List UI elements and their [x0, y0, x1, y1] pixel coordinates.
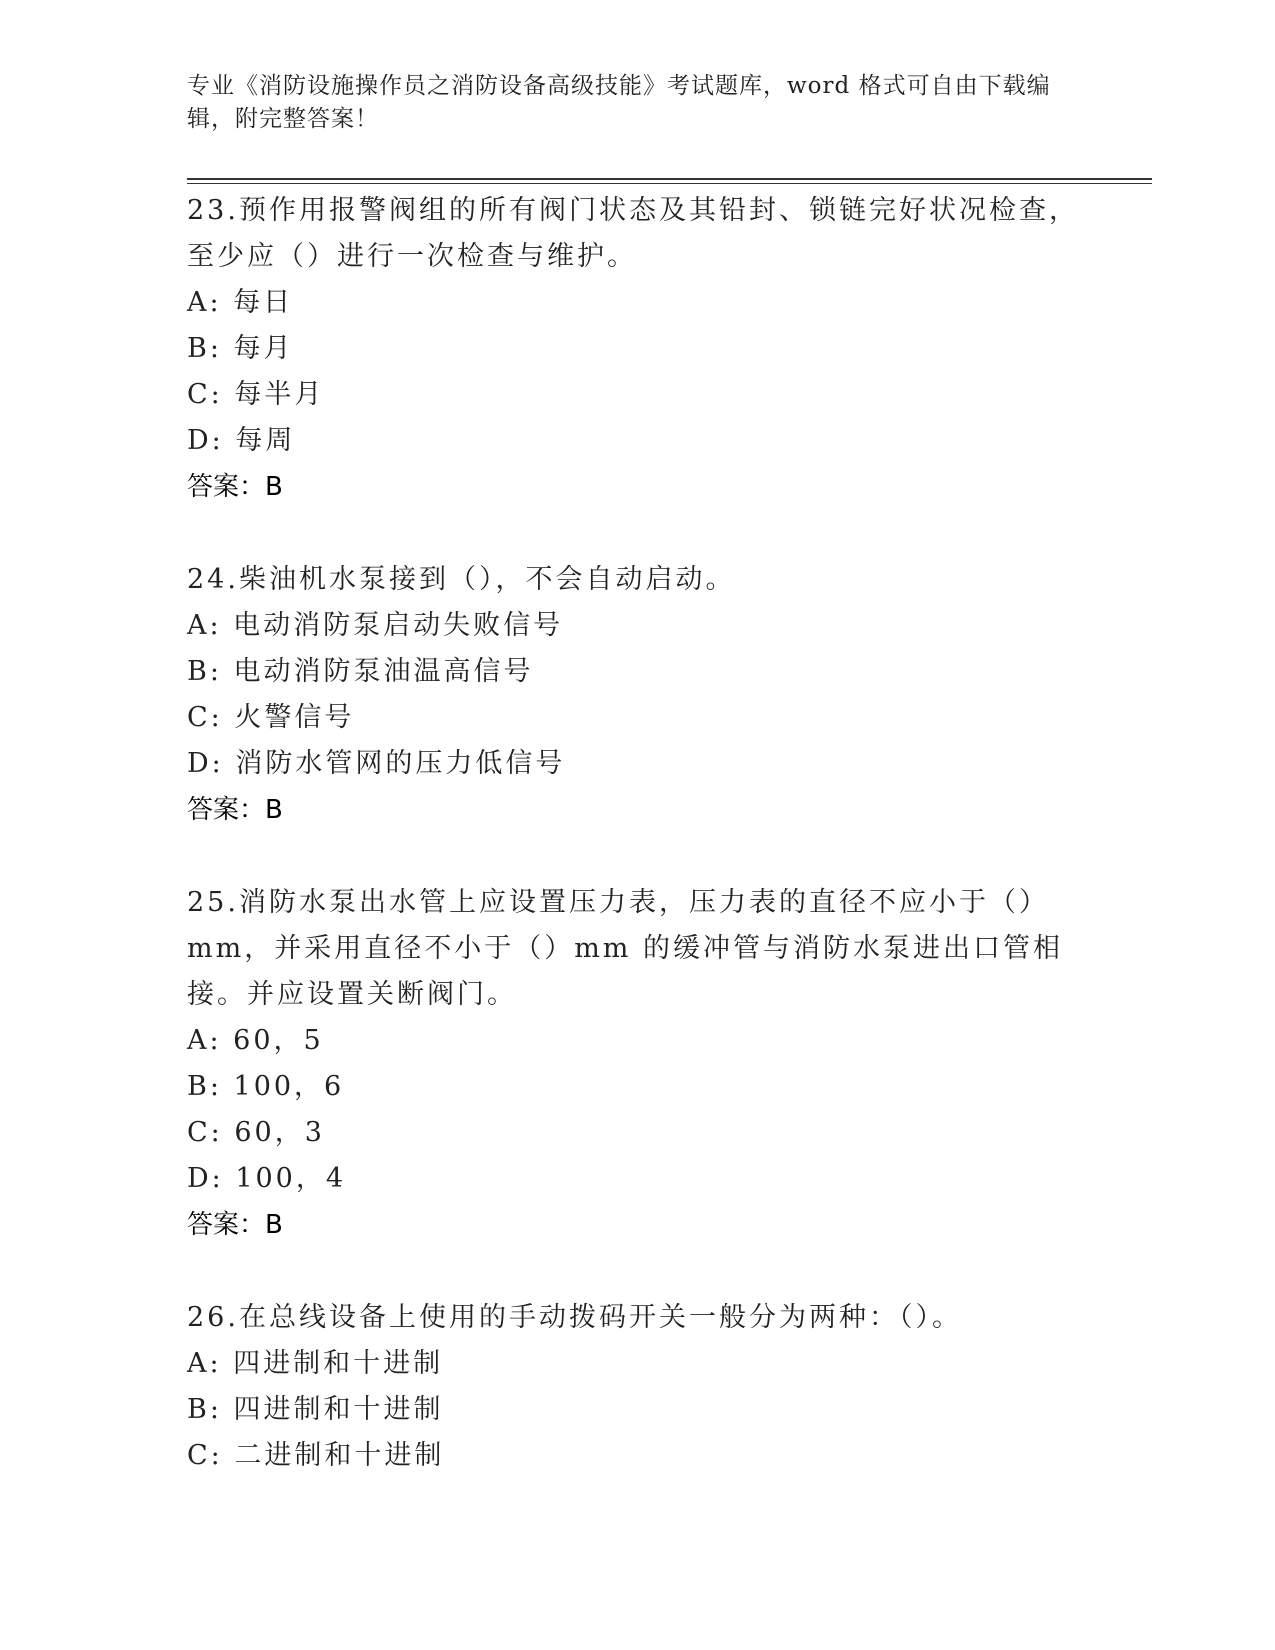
spacer: [187, 833, 1087, 880]
option-b: B: 每月: [187, 333, 294, 364]
document-header: [187, 70, 1077, 136]
option-b: B: 电动消防泵油温高信号: [187, 656, 534, 687]
option-b: B: 100，6: [187, 1071, 345, 1102]
answer-label: 答案：B: [187, 795, 283, 825]
question-24: [187, 557, 1087, 833]
header-divider-thick: [187, 178, 1152, 180]
option-d: D: 100，4: [187, 1163, 347, 1194]
option-d: D: 消防水管网的压力低信号: [187, 748, 566, 779]
question-23: [187, 188, 1087, 510]
option-c: C: 二进制和十进制: [187, 1440, 445, 1471]
question-list: [187, 188, 1087, 1479]
option-c: C: 每半月: [187, 379, 325, 410]
question-26: [187, 1295, 1087, 1479]
option-c: C: 60，3: [187, 1117, 325, 1148]
question-text: 23.预作用报警阀组的所有阀门状态及其铅封、锁链完好状况检查，至少应（）进行一次检查与维护。: [187, 195, 1079, 272]
header-line-1: 专业《消防设施操作员之消防设备高级技能》考试题库，word 格式可自由下载编: [187, 73, 1051, 99]
option-c: C: 火警信号: [187, 702, 355, 733]
question-25: [187, 880, 1087, 1248]
spacer: [187, 510, 1087, 557]
answer-label: 答案：B: [187, 1210, 283, 1240]
answer-label: 答案：B: [187, 472, 283, 502]
question-text: 26.在总线设备上使用的手动拨码开关一般分为两种：（）。: [187, 1302, 962, 1333]
option-a: A: 60，5: [187, 1025, 324, 1056]
question-text: 25.消防水泵出水管上应设置压力表，压力表的直径不应小于（）mm，并采用直径不小于（）mm 的缓冲管与消防水泵进出口管相接。并应设置关断阀门。: [187, 887, 1063, 1010]
option-a: A: 每日: [187, 287, 294, 318]
option-a: A: 电动消防泵启动失败信号: [187, 610, 564, 641]
question-text: 24.柴油机水泵接到（），不会自动启动。: [187, 564, 736, 595]
header-divider-thin: [187, 183, 1152, 184]
spacer: [187, 1248, 1087, 1295]
option-d: D: 每周: [187, 425, 296, 456]
option-b: B: 四进制和十进制: [187, 1394, 444, 1425]
option-a: A: 四进制和十进制: [187, 1348, 444, 1379]
header-line-2: 辑，附完整答案！: [187, 106, 379, 132]
